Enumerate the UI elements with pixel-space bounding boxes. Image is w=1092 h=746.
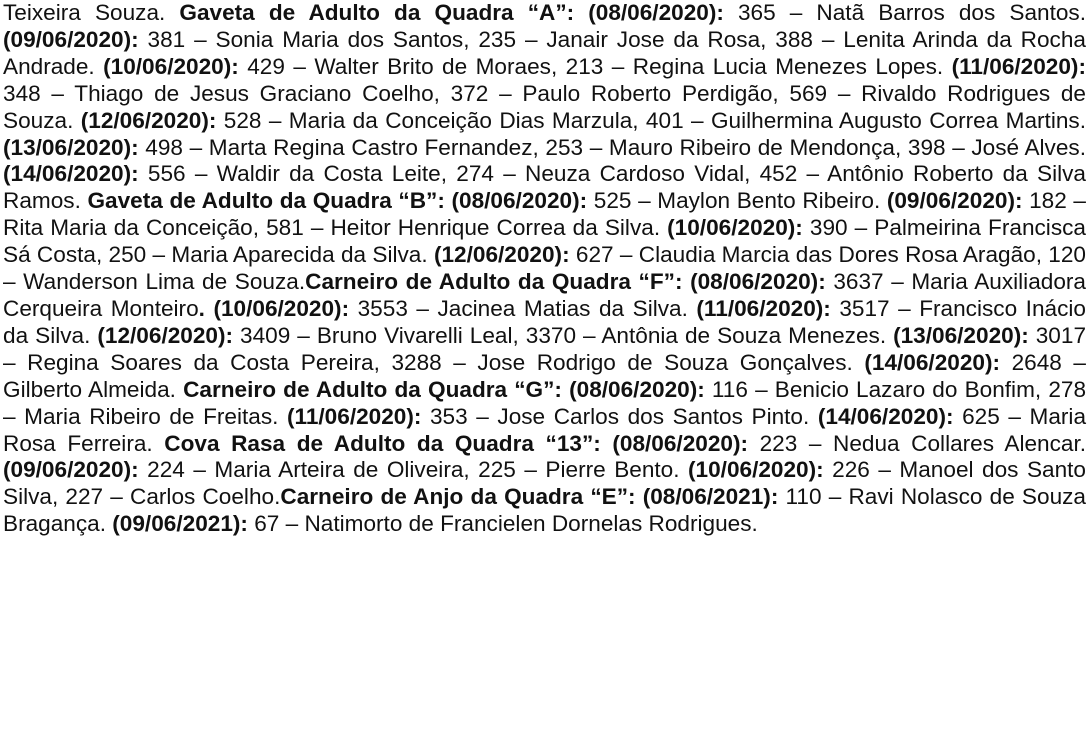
text-segment: 3409 – Bruno Vivarelli Leal, 3370 – Antônia de Souza Menezes. — [233, 322, 894, 348]
bold-heading-segment: (13/06/2020): — [893, 322, 1029, 348]
text-segment: 3517 – Francisco Inácio da Silva. — [3, 295, 1086, 348]
bold-heading-segment: Carneiro de Anjo da Quadra “E”: (08/06/2021): — [280, 484, 779, 510]
bold-heading-segment: (09/06/2020): — [886, 188, 1023, 214]
text-segment: 498 – Marta Regina Castro Fernandez, 253 – Mauro Ribeiro de Mendonça, 398 – José Alves. — [138, 134, 1086, 160]
text-segment: 365 – Natã Barros dos Santos. — [723, 0, 1086, 25]
text-segment: 223 – Nedua Collares Alencar. — [748, 430, 1087, 456]
text-segment: 224 – Maria Arteira de Oliveira, 225 – Pierre Bento. — [138, 457, 689, 483]
text-segment: 110 – Ravi Nolasco de Souza Bragança. — [3, 484, 1086, 537]
bold-heading-segment: (09/06/2020): — [3, 26, 139, 52]
bold-heading-segment: (09/06/2020): — [3, 457, 139, 483]
bold-heading-segment: (10/06/2020): — [688, 457, 824, 483]
bold-heading-segment: (14/06/2020): — [3, 161, 139, 187]
bold-heading-segment: (11/06/2020): — [951, 53, 1086, 79]
document-paragraph — [3, 0, 1086, 538]
text-segment: 525 – Maylon Bento Ribeiro. — [587, 188, 887, 214]
text-segment: 226 – Manoel dos Santo Silva, 227 – Carlos Coelho. — [3, 457, 1086, 510]
text-segment: 67 – Natimorto de Francielen Dornelas Rodrigues. — [247, 511, 758, 537]
bold-heading-segment: (12/06/2020): — [80, 107, 217, 133]
text-segment: 429 – Walter Brito de Moraes, 213 – Regina Lucia Menezes Lopes. — [238, 53, 952, 79]
text-segment: 2648 – Gilberto Almeida. — [3, 349, 1086, 402]
text-segment: 390 – Palmeirina Francisca Sá Costa, 250 – Maria Aparecida da Silva. — [3, 215, 1086, 268]
bold-heading-segment: (10/06/2020): — [667, 215, 803, 241]
text-segment: 3017 – Regina Soares da Costa Pereira, 3288 – Jose Rodrigo de Souza Gonçalves. — [3, 322, 1087, 375]
bold-heading-segment: Gaveta de Adulto da Quadra “A”: (08/06/2020): — [179, 0, 724, 25]
bold-heading-segment: Gaveta de Adulto da Quadra “B”: (08/06/2020): — [87, 188, 588, 214]
text-segment: 348 – Thiago de Jesus Graciano Coelho, 372 – Paulo Roberto Perdigão, 569 – Rivaldo Rodrigues de Souza. — [3, 80, 1086, 133]
text-segment: 3553 – Jacinea Matias da Silva. — [349, 295, 697, 321]
bold-heading-segment: Carneiro de Adulto da Quadra “G”: (08/06/2020): — [183, 376, 705, 402]
bold-heading-segment: Cova Rasa de Adulto da Quadra “13”: (08/06/2020): — [164, 430, 749, 456]
text-segment: 381 – Sonia Maria dos Santos, 235 – Janair Jose da Rosa, 388 – Lenita Arinda da Rocha Andrade. — [3, 26, 1086, 79]
bold-heading-segment: (10/06/2020): — [103, 53, 239, 79]
text-segment: 182 – Rita Maria da Conceição, 581 – Heitor Henrique Correa da Silva. — [3, 188, 1086, 241]
text-segment: 353 – Jose Carlos dos Santos Pinto. — [421, 403, 818, 429]
bold-heading-segment: (13/06/2020): — [3, 134, 139, 160]
text-segment: Teixeira Souza. — [3, 0, 180, 25]
bold-heading-segment: . (10/06/2020): — [198, 295, 350, 321]
text-segment: 556 – Waldir da Costa Leite, 274 – Neuza Cardoso Vidal, 452 – Antônio Roberto da Silva Ramos. — [3, 161, 1086, 214]
bold-heading-segment: (12/06/2020): — [97, 322, 234, 348]
bold-heading-segment: (11/06/2020): — [287, 403, 422, 429]
bold-heading-segment: (09/06/2021): — [112, 511, 248, 537]
text-segment: 627 – Claudia Marcia das Dores Rosa Aragão, 120 – Wanderson Lima de Souza. — [3, 242, 1086, 295]
bold-heading-segment: (14/06/2020): — [817, 403, 954, 429]
text-segment: 3637 – Maria Auxiliadora Cerqueira Monteiro — [3, 269, 1086, 321]
text-segment: 116 – Benicio Lazaro do Bonfim, 278 – Maria Ribeiro de Freitas. — [3, 376, 1087, 429]
text-segment: 528 – Maria da Conceição Dias Marzula, 401 – Guilhermina Augusto Correa Martins. — [216, 107, 1086, 133]
text-segment: 625 – Maria Rosa Ferreira. — [3, 403, 1087, 456]
bold-heading-segment: (14/06/2020): — [864, 349, 1001, 375]
bold-heading-segment: (11/06/2020): — [696, 295, 831, 321]
bold-heading-segment: Carneiro de Adulto da Quadra “F”: (08/06/2020): — [305, 269, 826, 295]
bold-heading-segment: (12/06/2020): — [433, 242, 570, 268]
